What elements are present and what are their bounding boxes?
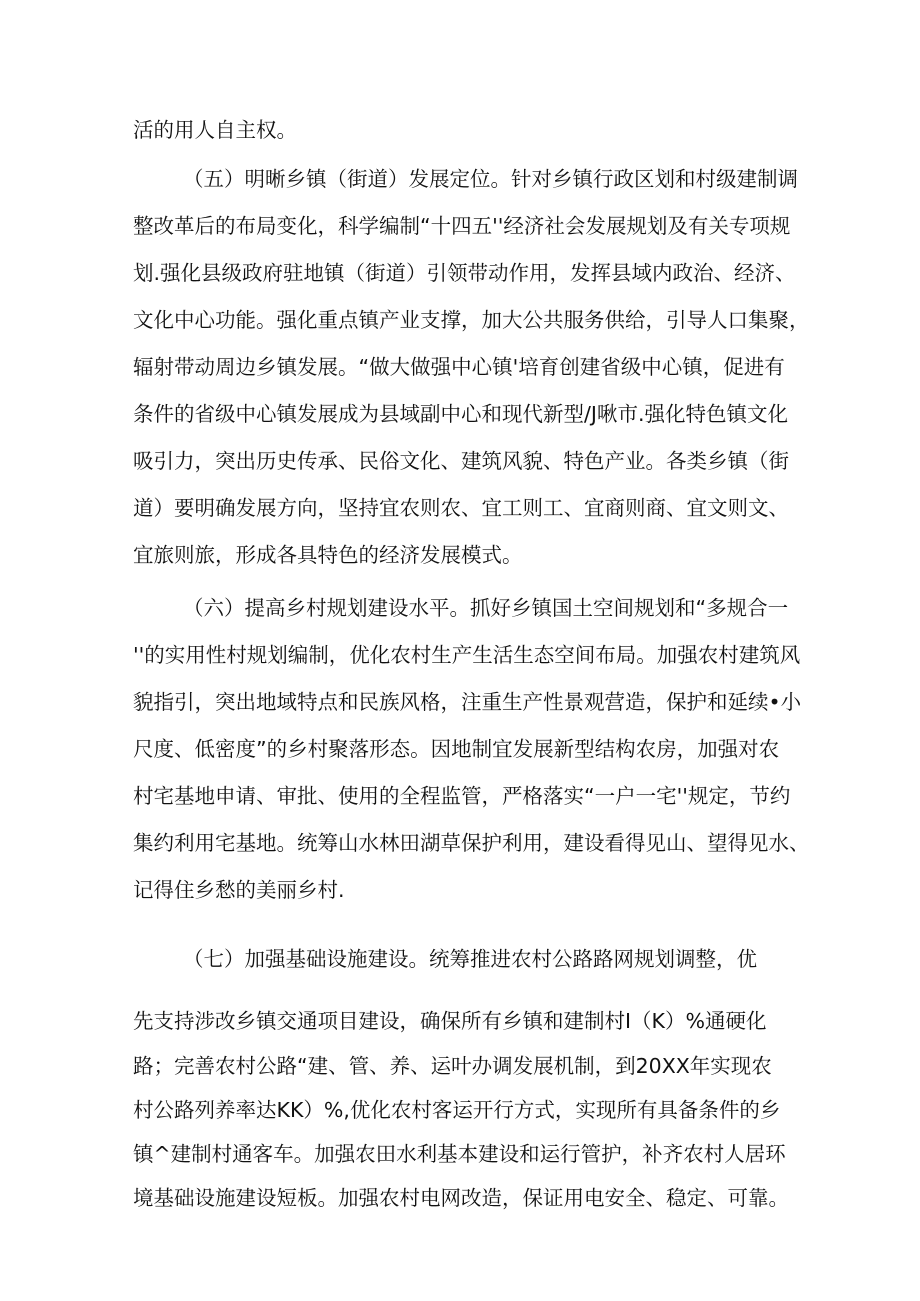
text-line: 村公路列养率达KK）%,优化农村客运开行方式，实现所有具备条件的乡 [133, 1098, 781, 1122]
text-line: （五）明晰乡镇（街道）发展定位。针对乡镇行政区划和村级建制调 [183, 167, 798, 191]
text-line: 道）要明确发展方向，坚持宜农则农、宜工则工、宜商则商、宜文则文、 [133, 496, 789, 520]
text-line: 辐射带动周边乡镇发展。“做大做强中心镇'培育创建省级中心镇，促进有 [133, 355, 785, 379]
text-line: ''的实用性村规划编制，优化农村生产生活生态空间布局。加强农村建筑风 [133, 643, 801, 667]
text-line: 路；完善农村公路“建、管、养、运叶办调发展机制，到20XX年实现农 [133, 1054, 772, 1078]
text-line: 吸引力，突出历史传承、民俗文化、建筑风貌、特色产业。各类乡镇（街 [133, 449, 789, 473]
text-line: 文化中心功能。强化重点镇产业支撑，加大公共服务供给，引导人口集聚， [133, 308, 810, 332]
text-line: 貌指引，突出地域特点和民族风格，注重生产性景观营造，保护和延续•小 [133, 690, 802, 714]
text-line: 活的用人自主权。 [133, 118, 297, 142]
text-line: 整改革后的布局变化，科学编制“十四五''经济社会发展规划及有关专项规 [133, 214, 791, 238]
text-line: 先支持涉改乡镇交通项目建设，确保所有乡镇和建制村I（K）%通硬化 [133, 1009, 767, 1033]
text-line: 划.强化县级政府驻地镇（街道）引领带动作用，发挥县域内政治、经济、 [133, 261, 796, 285]
text-line: 记得住乡愁的美丽乡村. [133, 878, 345, 902]
text-line: （六）提高乡村规划建设水平。抓好乡镇国土空间规划和“多规合一 [183, 596, 789, 620]
text-line: 境基础设施建设短板。加强农村电网改造，保证用电安全、稳定、可靠。 [133, 1186, 789, 1210]
text-line: 宜旅则旅，形成各具特色的经济发展模式。 [133, 543, 523, 567]
text-line: 集约利用宅基地。统筹山水林田湖草保护利用，建设看得见山、望得见水、 [133, 831, 810, 855]
text-line: 条件的省级中心镇发展成为县域副中心和现代新型/J啾市.强化特色镇文化 [133, 402, 788, 426]
text-line: （七）加强基础设施建设。统筹推进农村公路路网规划调整，优 [183, 947, 757, 971]
text-line: 尺度、低密度”的乡村聚落形态。因地制宜发展新型结构农房，加强对农 [133, 737, 780, 761]
text-line: 镇^建制村通客车。加强农田水利基本建设和运行管护，补齐农村人居环 [133, 1142, 786, 1166]
text-line: 村宅基地申请、审批、使用的全程监管，严格落实“一户一宅''规定，节约 [133, 784, 791, 808]
